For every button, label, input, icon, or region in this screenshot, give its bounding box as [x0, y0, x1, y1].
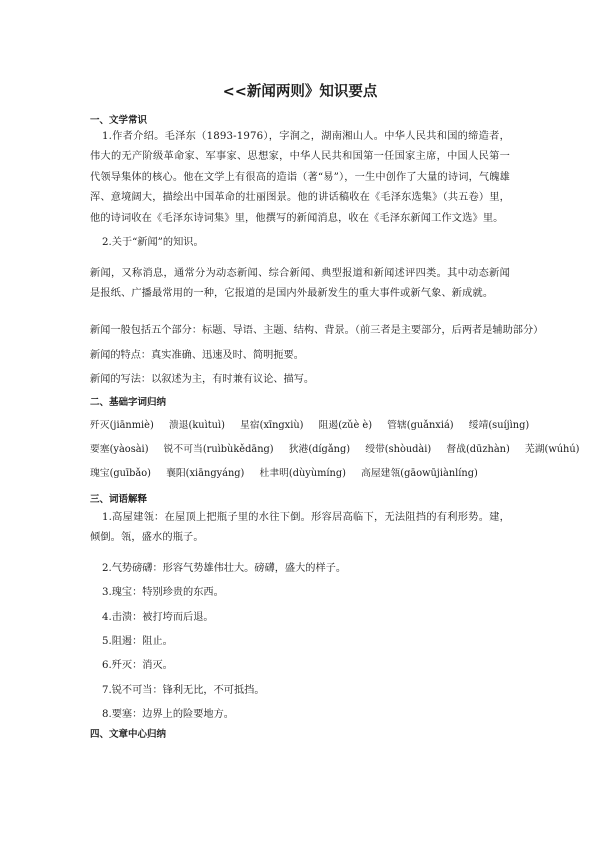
definition-2: 2.气势磅礴：形容气势雄伟壮大。磅礴，盛大的样子。: [102, 563, 347, 574]
page-title: <<新闻两则》知识要点: [222, 84, 378, 100]
paragraph-news-definition: 新闻，又称消息，通常分为动态新闻、综合新闻、典型报道和新闻述评四类。其中动态新闻是报纸、广播最常用的一种，它报道的是国内外最新发生的重大事件或新气象、新成就。: [90, 268, 510, 300]
section-heading-summary: 四、文章中心归纳: [90, 729, 167, 740]
vocab-item: 星宿(xīngxiù): [240, 420, 304, 431]
vocab-row-1: [90, 417, 530, 431]
definition-1: 1.高屋建瓴：在屋顶上把瓶子里的水往下倒。形容居高临下，无法阻挡的有利形势。建，倾倒。瓴，盛水的瓶子。: [90, 512, 510, 544]
vocab-item: 高屋建瓴(gāowūjiànlíng): [361, 468, 478, 479]
vocab-item: 溃退(kuìtuì): [168, 420, 225, 431]
vocab-row-2: [90, 441, 580, 455]
section-heading-vocabulary: 二、基础字词归纳: [90, 397, 167, 408]
definition-7: 7.锐不可当：锋利无比，不可抵挡。: [102, 685, 265, 696]
vocab-item: 杜聿明(dùyùmíng): [259, 468, 346, 479]
vocab-item: 芜湖(wúhú): [524, 444, 580, 455]
paragraph-news-features: 新闻的特点：真实准确、迅速及时、简明扼要。: [90, 350, 304, 361]
definition-5: 5.阻遏：阻止。: [102, 636, 173, 647]
vocab-row-3: [90, 465, 520, 479]
paragraph-author-intro: 1.作者介绍。毛泽东（1893-1976），字润之，湖南湘山人。中华人民共和国的缔造者，伟大的无产阶级革命家、军事家、思想家，中华人民共和国第一任国家主席，中国人民第一代领导集体的核心。他在文学上有很高的造诣（著“易”），一生中创作了大量的诗词，气魄雄浑、意境阔大，描绘出中国革命的壮丽图景。他的讲话稿收在《毛泽东选集》（共五卷）里，他的诗词收在《毛泽东诗词集》里，他撰写的新闻消息，收在《毛泽东新闻工作文选》里。: [90, 131, 510, 224]
vocab-item: 要塞(yàosài): [90, 444, 149, 455]
paragraph-news-parts: 新闻一般包括五个部分：标题、导语、主题、结构、背景。（前三者是主要部分，后两者是辅助部分）: [90, 325, 544, 336]
definition-6: 6.歼灭：消灭。: [102, 660, 173, 671]
vocab-item: 绥靖(suíjìng): [468, 420, 530, 431]
vocab-item: 襄阳(xiāngyáng): [166, 468, 245, 479]
definition-8: 8.要塞：边界上的险要地方。: [102, 709, 234, 720]
section-heading-literature: 一、文学常识: [90, 115, 148, 126]
paragraph-news-knowledge-title: 2.关于“新闻”的知识。: [102, 237, 204, 248]
vocab-item: 阻遏(zǔè è): [318, 420, 373, 431]
vocab-item: 歼灭(jiānmiè): [90, 420, 154, 431]
vocab-item: 瑰宝(guībǎo): [90, 468, 151, 479]
paragraph-news-writing: 新闻的写法：以叙述为主，有时兼有议论、描写。: [90, 374, 315, 385]
definition-3: 3.瑰宝：特别珍贵的东西。: [102, 587, 224, 598]
section-heading-definitions: 三、词语解释: [90, 494, 148, 505]
vocab-item: 绶带(shòudài): [365, 444, 432, 455]
vocab-item: 锐不可当(ruìbùkědāng): [163, 444, 274, 455]
definition-4: 4.击溃：被打垮而后退。: [102, 612, 214, 623]
vocab-item: 管辖(guǎnxiá): [387, 420, 454, 431]
vocab-item: 狄港(dígǎng): [288, 444, 351, 455]
vocab-item: 督战(dūzhàn): [446, 444, 510, 455]
